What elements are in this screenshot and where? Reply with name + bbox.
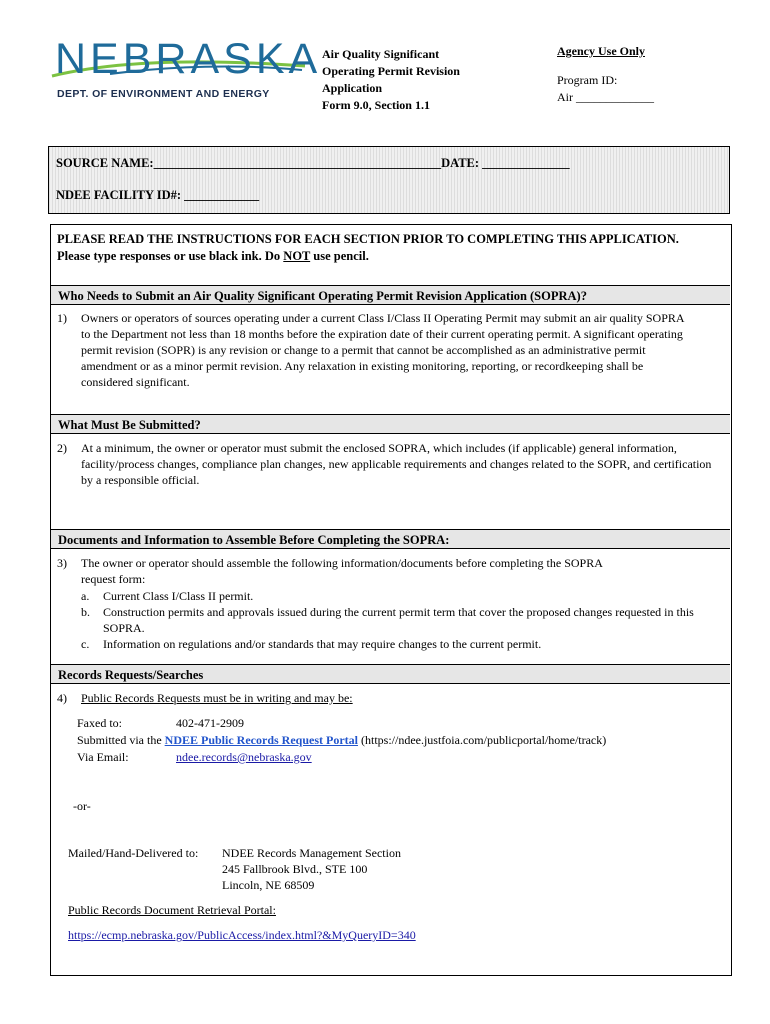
agency-use-title: Agency Use Only: [557, 44, 645, 58]
list-item: a. Current Class I/Class II permit.: [81, 589, 254, 603]
section-heading-documents: Documents and Information to Assemble Before Completing the SOPRA:: [51, 529, 730, 549]
form-number: Form 9.0, Section 1.1: [322, 98, 430, 112]
air-field[interactable]: Air _____________: [557, 90, 654, 104]
retrieval-portal-label: Public Records Document Retrieval Portal:: [68, 903, 276, 917]
or-separator: -or-: [73, 799, 91, 813]
mailed-label: Mailed/Hand-Delivered to:: [68, 846, 199, 860]
logo-department: DEPT. OF ENVIRONMENT AND ENERGY: [57, 88, 270, 100]
not-emphasis: NOT: [283, 249, 311, 263]
section-2-paragraph: 2) At a minimum, the owner or operator must submit the enclosed SOPRA, which includes (if applicable) general information, facility/process changes, compliance plan changes, new applicable requirements and changes related to the SOPR, and certification by a responsible official.: [57, 441, 712, 487]
form-title-line: Application: [322, 81, 383, 95]
retrieval-portal-link[interactable]: https://ecmp.nebraska.gov/PublicAccess/index.html?&MyQueryID=340: [68, 928, 416, 942]
address-line: Lincoln, NE 68509: [222, 878, 315, 892]
section-heading-what: What Must Be Submitted?: [51, 414, 730, 434]
form-title: [322, 46, 460, 114]
facility-id-field[interactable]: NDEE FACILITY ID#: ____________: [56, 188, 260, 202]
portal-row: Submitted via the NDEE Public Records Request Portal (https://ndee.justfoia.com/publicportal/home/track): [77, 733, 607, 747]
source-name-date-field[interactable]: SOURCE NAME:______________________________________________DATE: ______________: [56, 156, 570, 170]
address-line: NDEE Records Management Section: [222, 846, 401, 860]
intro-line: PLEASE READ THE INSTRUCTIONS FOR EACH SECTION PRIOR TO COMPLETING THIS APPLICATION.: [57, 232, 679, 246]
list-item: c. Information on regulations and/or standards that may require changes to the current permit.: [81, 637, 542, 651]
fax-number: 402-471-2909: [176, 716, 244, 730]
form-title-line: Air Quality Significant: [322, 47, 440, 61]
address-line: 245 Fallbrook Blvd., STE 100: [222, 862, 368, 876]
section-heading-who: Who Needs to Submit an Air Quality Significant Operating Permit Revision Application (SOPRA)?: [51, 285, 730, 305]
intro-instructions: [57, 231, 717, 265]
public-records-portal-link[interactable]: NDEE Public Records Request Portal: [164, 733, 358, 747]
form-title-line: Operating Permit Revision: [322, 64, 460, 78]
list-item: b. Construction permits and approvals issued during the current permit term that cover the proposed changes requested in this SOPRA.: [81, 605, 694, 635]
faxed-label: Faxed to:: [77, 716, 122, 730]
section-heading-records: Records Requests/Searches: [51, 664, 730, 684]
email-label: Via Email:: [77, 750, 129, 764]
logo-wordmark: NEBRASKA: [55, 35, 322, 83]
section-1-paragraph: 1) Owners or operators of sources operating under a current Class I/Class II Operating Permit may submit an air quality SOPRA to the Department not less than 18 months before the expiration date of their current operating permit. A significant operating permit revision (SOPR) is any revision or change to a permit that cannot be accomplished as an administrative permit amendment or as a minor permit revision. Any relaxation in existing monitoring, reporting, or recordkeeping shall be considered significant.: [57, 311, 684, 389]
portal-url: (https://ndee.justfoia.com/publicportal/home/track): [360, 733, 607, 747]
section-3-paragraph: 3) The owner or operator should assemble the following information/documents before completing the SOPRA request form:: [57, 556, 603, 586]
agency-use-block: [557, 43, 654, 106]
section-4-paragraph: 4) Public Records Requests must be in writing and may be:: [57, 691, 353, 705]
mailing-address: [222, 845, 401, 893]
email-link[interactable]: ndee.records@nebraska.gov: [176, 750, 312, 764]
intro-ink-note: Please type responses or use black ink. Do NOT use pencil.: [57, 249, 369, 263]
program-id-label: Program ID:: [557, 73, 618, 87]
section-3-list: [81, 588, 701, 652]
